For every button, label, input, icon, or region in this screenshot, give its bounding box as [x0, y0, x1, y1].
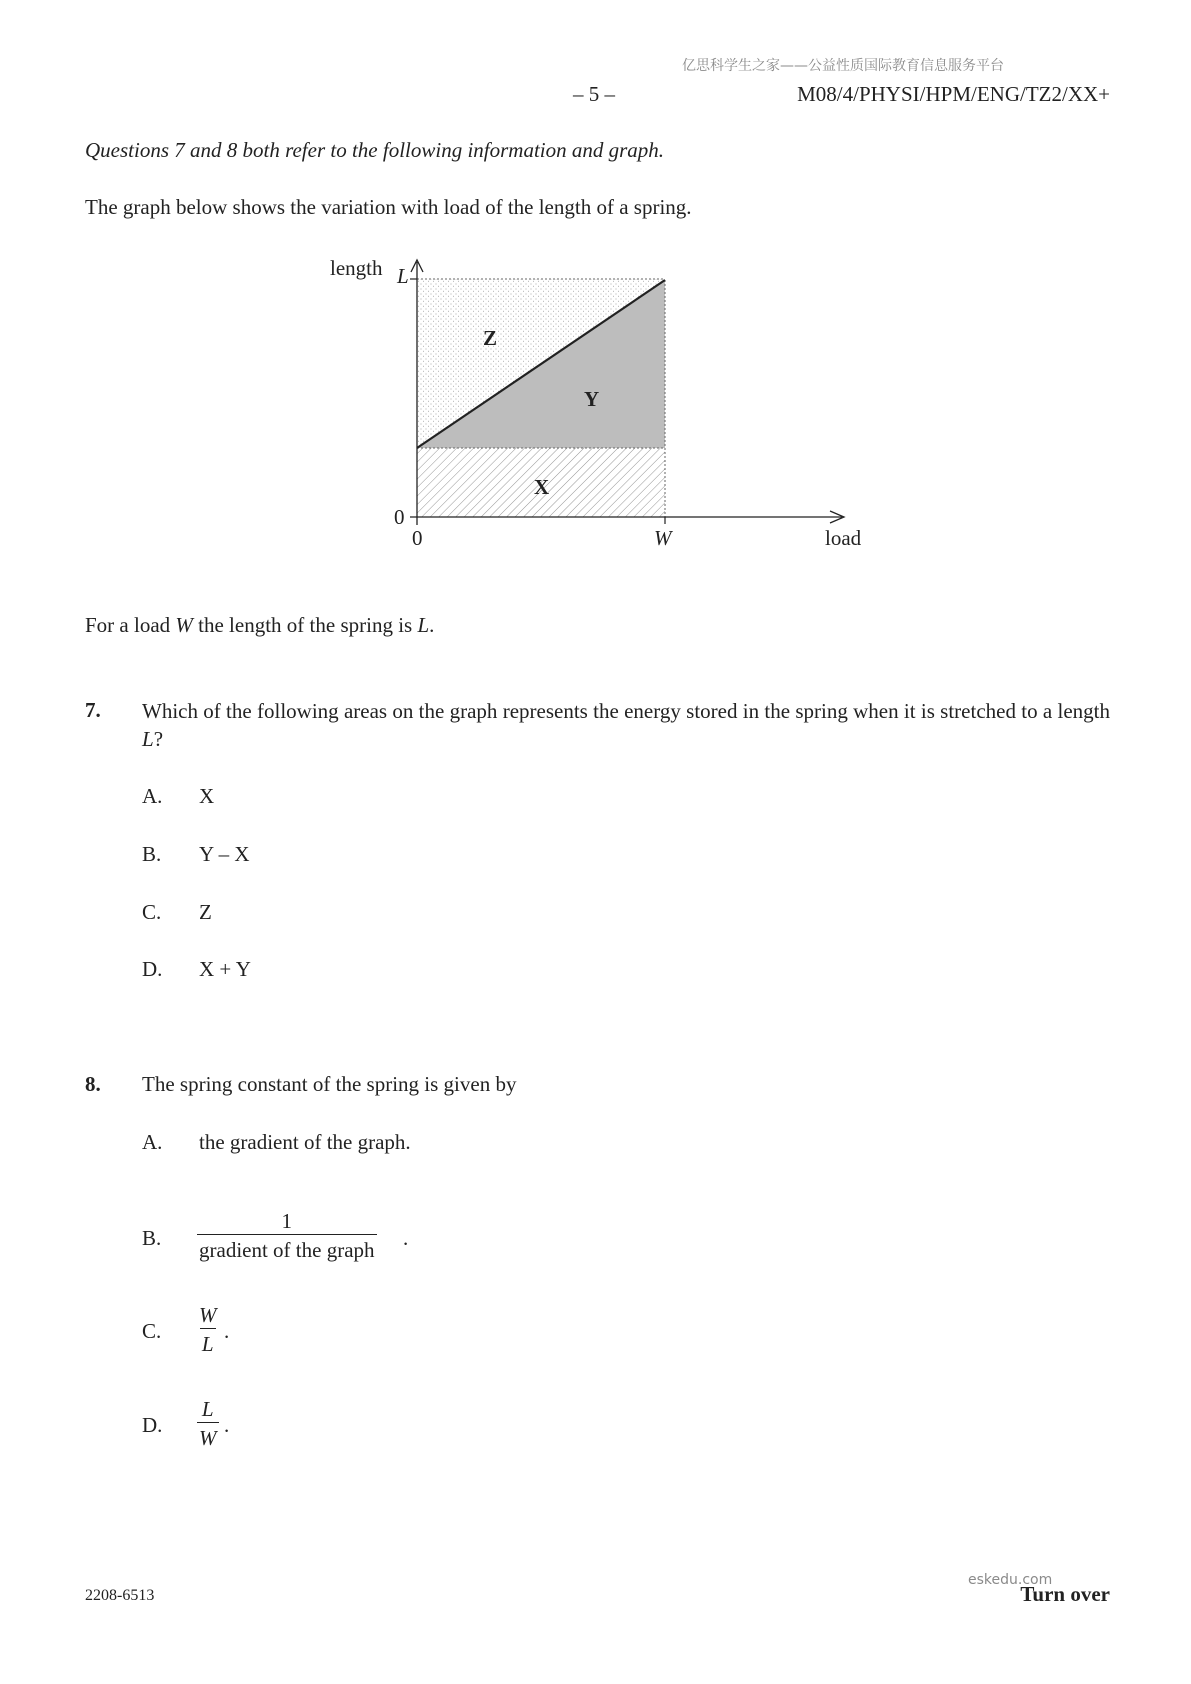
footer-watermark: eskedu.com [968, 1572, 1053, 1588]
y-tick-l: L [397, 264, 409, 288]
x-tick-zero: 0 [412, 526, 423, 550]
q8-option-b-letter: B. [142, 1226, 162, 1250]
region-x-label: X [534, 475, 550, 499]
q7-option-b-text: Y – X [199, 842, 250, 866]
paper-code: M08/4/PHYSI/HPM/ENG/TZ2/XX+ [797, 82, 1110, 106]
q8-option-c-denominator: L [200, 1328, 216, 1357]
q7-option-a-text: X [199, 784, 215, 808]
region-z-label: Z [483, 326, 498, 350]
y-axis-label: length [330, 256, 383, 280]
intro-text: Questions 7 and 8 both refer to the following information and graph. [85, 138, 665, 162]
spring-graph [300, 248, 880, 568]
q8-option-d-fraction [197, 1396, 219, 1451]
q8-option-d-denominator: W [197, 1422, 219, 1451]
q8-option-c-fraction [197, 1302, 219, 1357]
q8-option-c-letter: C. [142, 1319, 162, 1343]
q8-option-d-letter: D. [142, 1413, 163, 1437]
x-axis-label: load [825, 526, 862, 550]
q7-option-d-letter: D. [142, 957, 163, 981]
page-number: – 5 – [573, 82, 615, 106]
y-tick-zero: 0 [394, 505, 405, 529]
q8-option-b-numerator: 1 [281, 1209, 293, 1233]
q8-option-b-fraction [197, 1208, 377, 1263]
q8-option-c-end: . [224, 1319, 230, 1343]
q8-option-b-denominator: gradient of the graph [197, 1234, 377, 1263]
q7-option-d-text: X + Y [199, 957, 251, 981]
q8-option-d-numerator: L [201, 1397, 214, 1421]
q7-option-c-text: Z [199, 900, 212, 924]
q8-option-d-end: . [224, 1413, 230, 1437]
q8-option-b-end: . [403, 1226, 409, 1250]
q7-option-b-letter: B. [142, 842, 162, 866]
q8-text: The spring constant of the spring is given by [142, 1072, 517, 1096]
graph-description: The graph below shows the variation with load of the length of a spring. [85, 195, 692, 219]
x-tick-w: W [654, 526, 672, 550]
load-statement: For a load W the length of the spring is L. [85, 613, 435, 637]
q8-option-c-numerator: W [199, 1303, 217, 1327]
header-watermark: 亿思科学生之家——公益性质国际教育信息服务平台 [682, 58, 1004, 74]
footer-code: 2208-6513 [85, 1587, 155, 1604]
q7-option-a-letter: A. [142, 784, 163, 808]
turn-over: Turn over [1020, 1582, 1110, 1606]
q7-number: 7. [85, 698, 101, 722]
q8-option-a-text: the gradient of the graph. [199, 1130, 411, 1154]
q8-option-a-letter: A. [142, 1130, 163, 1154]
region-y-label: Y [584, 387, 600, 411]
q7-option-c-letter: C. [142, 900, 162, 924]
q7-text: Which of the following areas on the graph represents the energy stored in the spring when it is stretched to a length L? [142, 699, 1110, 751]
q8-number: 8. [85, 1072, 101, 1096]
